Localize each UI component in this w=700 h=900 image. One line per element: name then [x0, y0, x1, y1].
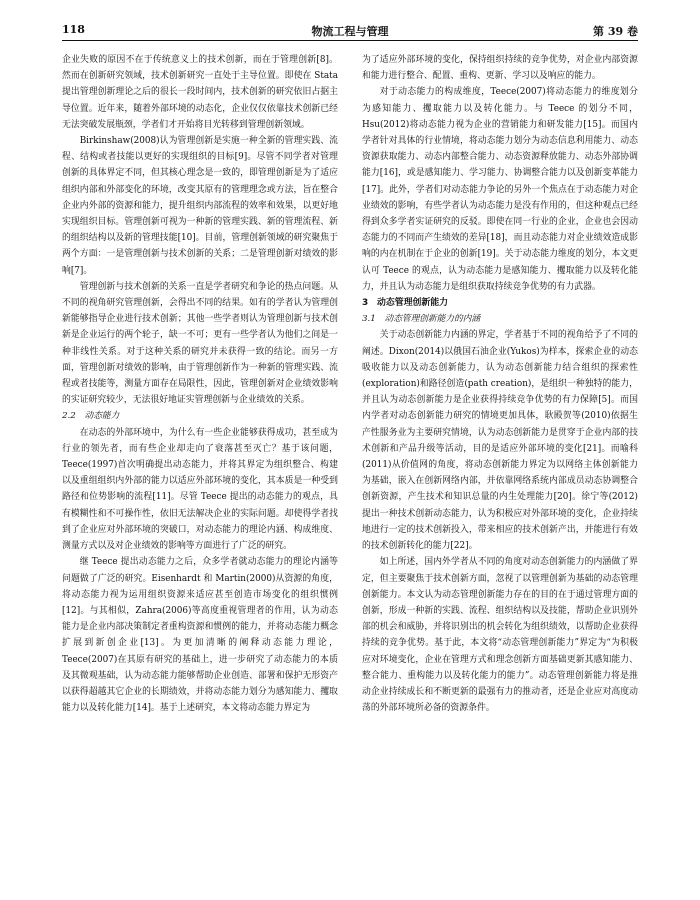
paragraph: 管理创新与技术创新的关系一直是学者研究和争论的热点问题。从不同的视角研究管理创新，会得出不同的结果。如有的学者认为管理创新能够指导企业进行技术创新；其他一些学者则认为管理创新与技术创新是企业运行的两个轮子，缺一不可；更有一些学者认为他们之间是一种非线性关系。对于这种关系的研究并未获得一致的结论。而另一方面，管理创新对绩效的影响，由于管理创新作为一种新的管理实践、流程或者技能等，测量方面存在局限性，因此，管理创新对企业绩效影响的实证研究较少，无法很好地证实管理创新与企业绩效的关系。	[62, 281, 338, 406]
journal-title: 物流工程与管理	[311, 25, 389, 38]
paragraph: 关于动态创新能力内涵的界定，学者基于不同的视角给予了不同的阐述。Dixon(2014)以俄国石油企业(Yukos)为样本，探索企业的动态吸收能力以及动态创新能力，认为动态创新能力结合组织的探索性(exploration)和路径创造(path creation)，是组织一种独特的能力，并且认为动态创新能力是企业获得持续竞争优势的有力保障[5]。而国内学者对动态创新能力研究的情境更加具体，耿殿贺等(2010)依据生产性服务业为主要研究情境，认为动态创新能力是贯穿于企业内部的技术创新和产品升级等活动，目的是适应外部环境的变化[21]。而喻科(2011)从价值网的角度，将动态创新能力界定为以网络主体创新能力为基础，嵌入在创新网络内部，并依靠网络系统内部成员动态协调整合创新资源，产生技术和知识总量的内生处理能力[20]。徐宁等(2012)提出一种技术创新动态能力，认为积极应对外部环境的变化，企业持续地进行一定的技术创新投入，带来相应的技术创新产出，并能进行有效的技术创新转化的能力[22]。	[362, 330, 638, 552]
paragraph: 继 Teece 提出动态能力之后，众多学者就动态能力的理论内涵等问题做了广泛的研究。Eisenhardt 和 Martin(2000)从资源的角度，将动态能力视为运用组织资源来适应甚至创造市场变化的组织惯例[12]。与其相似，Zahra(2006)等高度重视管理者的作用，认为动态能力是企业内部决策制定者重构资源和惯例的能力，并将动态能力概念扩展到新创企业[13]。为更加清晰的阐释动态能力理论，Teece(2007)在其原有研究的基础上，进一步研究了动态能力的本质及其微观基础，认为动态能力能够帮助企业创造、部署和保护无形资产以获得超越其它企业的长期绩效，并将动态能力划分为感知能力、攫取能力以及转化能力[14]。基于上述研究，本文将动态能力界定为	[62, 557, 338, 714]
paragraph: 企业失败的原因不在于传统意义上的技术创新，而在于管理创新[8]。然而在创新研究领域，技术创新研究一直处于主导位置。即使在 Stata 提出管理创新理论之后的很长一段时间内，技术创新的研究依旧占据主导位置。近年来，随着外部环境的动态化，企业仅仅依靠技术创新已经无法突破发展瓶颈，学者们才开始将目光转移到管理创新领域。	[62, 55, 338, 130]
section-heading-3-1: 3.1 动态管理创新能力的内涵	[362, 314, 481, 325]
paragraph: 对于动态能力的构成维度，Teece(2007)将动态能力的维度划分为感知能力、攫取能力以及转化能力。与 Teece 的划分不同，Hsu(2012)将动态能力视为企业的营销能力和研发能力[15]。而国内学者针对具体的行业情境，将动态能力划分为动态信息利用能力、动态资源获取能力、动态内部整合能力、动态资源释放能力、动态外部协调能力[16]，或是感知能力、学习能力、协调整合能力以及创新变革能力[17]。此外，学者们对动态能力争论的另外一个焦点在于动态能力对企业绩效的影响，有些学者认为动态能力是没有作用的，但这种观点已经得到众多学者实证研究的反驳。即使在同一行业的企业，企业也会因动态能力的不同而产生绩效的差异[18]，而且动态能力对企业绩效造成影响的内在机制在于企业的创新[19]。关于动态能力维度的划分，本文更认可 Teece 的观点，认为动态能力是感知能力、攫取能力以及转化能力，并且认为动态能力是组织获取持续竞争优势的有力武器。	[362, 87, 638, 292]
paragraph: 如上所述，国内外学者从不同的角度对动态创新能力的内涵做了界定，但主要聚焦于技术创新方面，忽视了以管理创新为基础的动态管理创新能力。本文认为动态管理创新能力存在的目的在于通过管理方面的创新，形成一种新的实践、流程、组织结构以及技能，帮助企业识别外部的机会和威胁，并将识别出的机会转化为组织绩效，以帮助企业获得持续的竞争优势。基于此，本文将“动态管理创新能力”界定为“为积极应对环境变化，企业在管理方式和理念创新方面基础更新其感知能力、整合能力、重构能力以及转化能力的能力”。动态管理创新能力将是推动企业持续成长和不断更新的最强有力的推动者，还是企业应对高度动荡的外部环境所必备的资源条件。	[362, 557, 638, 714]
running-header	[62, 20, 638, 41]
section-heading-3: 3 动态管理创新能力	[362, 298, 449, 309]
volume-label: 第 39 卷	[593, 25, 638, 38]
right-column	[362, 52, 638, 886]
section-heading-2-2: 2.2 动态能力	[62, 411, 120, 422]
page-number: 118	[62, 23, 85, 36]
paragraph: Birkinshaw(2008)认为管理创新是实施一种全新的管理实践、流程、结构或者技能以更好的实现组织的目标[9]。尽管不同学者对管理创新的具体界定不同，但其核心理念是一致的，即管理创新是为了适应组织内部和外部变化的环境，改变其原有的管理理念或方法，旨在整合企业内外部的资源和能力，提升组织内部流程的效率和效果，以更好地实现组织目标。管理创新可视为一种新的管理实践、新的管理流程、新的组织结构以及新的管理技能[10]。目前，管理创新领域的研究聚焦于两个方面：一是管理创新与技术创新的关系；二是管理创新对绩效的影响[7]。	[62, 136, 338, 276]
paragraph: 在动态的外部环境中，为什么有一些企业能够获得成功，甚至成为行业的领先者，而有些企业却走向了衰落甚至灭亡？基于该问题，Teece(1997)首次明确提出动态能力，并将其界定为组织整合、构建以及重组组织内外部的能力以适应外部环境的变化，其本质是一种受到路径和位势影响的流程[11]。尽管 Teece 提出的动态能力的观点，具有模糊性和不可操作性，依旧无法解决企业的实际问题。却使得学者找到了企业应对外部环境的突破口，对动态能力的理论内涵、构成维度、测量方式以及对企业绩效的影响等方面进行了广泛的研究。	[62, 427, 338, 552]
left-column	[62, 52, 338, 886]
paragraph: 为了适应外部环境的变化，保持组织持续的竞争优势，对企业内部资源和能力进行整合、配置、重构、更新、学习以及响应的能力。	[362, 55, 638, 82]
